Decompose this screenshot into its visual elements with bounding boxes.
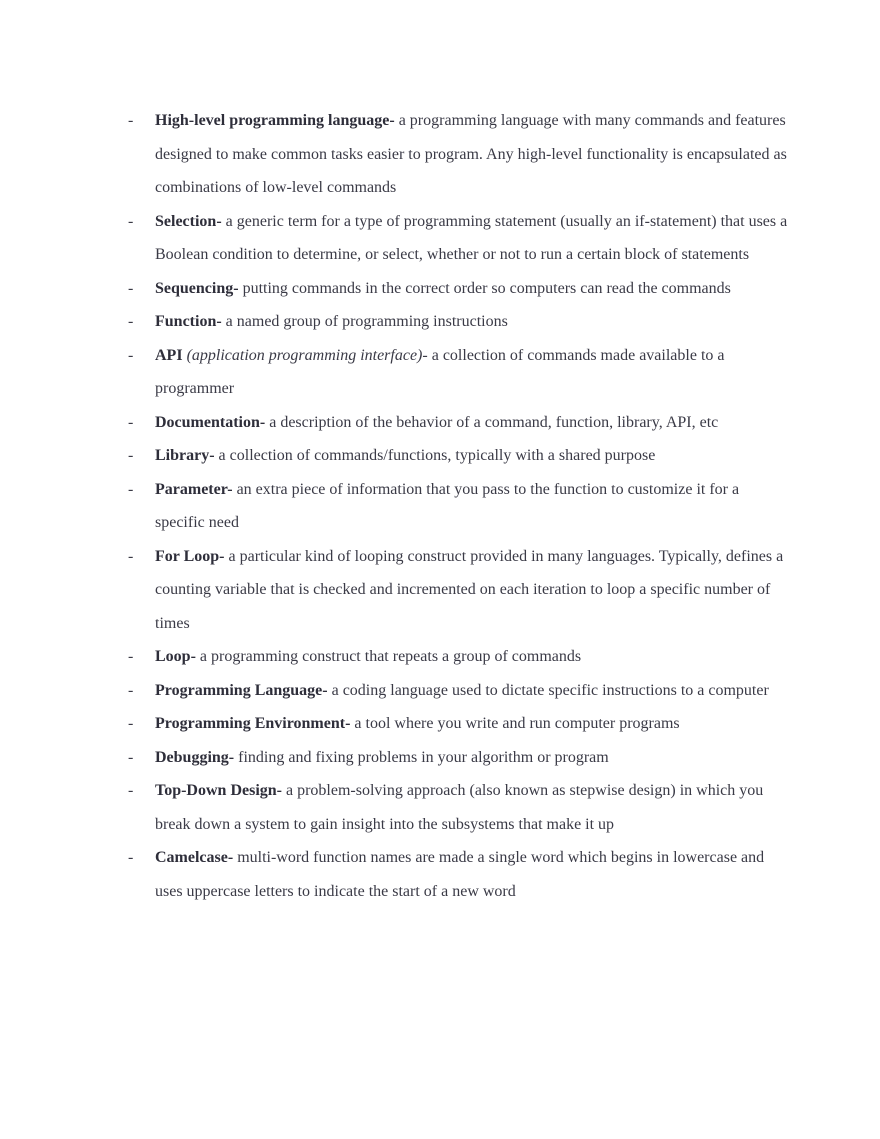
glossary-list [128, 104, 788, 908]
entry-text [155, 741, 788, 775]
entry-definition: a generic term for a type of programming statement (usually an if-statement) that uses a Boolean condition to determine, or select, whether or not to run a certain block of statements [155, 212, 788, 263]
entry-definition: a collection of commands made available to a programmer [155, 346, 725, 397]
glossary-entry [128, 272, 788, 306]
bullet-dash: - [128, 648, 134, 665]
entry-term: Programming Environment- [155, 715, 351, 732]
glossary-entry [128, 406, 788, 440]
glossary-entry [128, 540, 788, 641]
entry-term: Documentation- [155, 413, 266, 431]
entry-term: API [155, 346, 183, 364]
glossary-entry [128, 707, 788, 741]
glossary-entry [128, 841, 788, 908]
entry-text [155, 540, 788, 641]
entry-term: Debugging- [155, 748, 235, 766]
entry-definition: finding and fixing problems in your algorithm or program [238, 748, 609, 766]
bullet-dash: - [128, 480, 134, 498]
entry-term: High-level programming language- [155, 112, 395, 129]
bullet-dash: - [128, 279, 134, 297]
entry-term: For Loop- [155, 547, 225, 565]
entry-term: Function- [155, 313, 222, 330]
entry-term: Selection- [155, 212, 222, 230]
glossary-entry [128, 473, 788, 540]
bullet-dash: - [128, 112, 134, 129]
glossary-entry [128, 774, 788, 841]
entry-text [155, 640, 788, 674]
glossary-entry [128, 640, 788, 674]
entry-definition: a named group of programming instructions [225, 313, 508, 330]
entry-definition: an extra piece of information that you pass to the function to customize it for a specific need [155, 480, 740, 531]
entry-text [155, 707, 788, 741]
bullet-dash: - [128, 849, 134, 866]
bullet-dash: - [128, 547, 134, 565]
bullet-dash: - [128, 346, 134, 364]
entry-term: Sequencing- [155, 279, 239, 297]
entry-term: Loop- [155, 648, 196, 665]
entry-term: Parameter- [155, 480, 233, 498]
glossary-entry [128, 439, 788, 473]
entry-definition: a collection of commands/functions, typically with a shared purpose [218, 447, 656, 464]
entry-definition: putting commands in the correct order so computers can read the commands [242, 279, 731, 297]
entry-definition: a programming language with many commands and features designed to make common tasks easier to program. Any high-level functionality is encapsulated as combinations of low-level commands [155, 112, 787, 196]
entry-term: Library- [155, 447, 215, 464]
entry-expansion: (application programming interface)- [186, 346, 428, 364]
entry-text [155, 305, 788, 339]
entry-text [155, 774, 788, 841]
entry-text [155, 104, 788, 205]
bullet-dash: - [128, 715, 134, 732]
entry-text [155, 473, 788, 540]
entry-term: Programming Language- [155, 681, 328, 699]
glossary-entry [128, 104, 788, 205]
entry-definition: a tool where you write and run computer programs [354, 715, 680, 732]
glossary-entry [128, 305, 788, 339]
glossary-entry [128, 205, 788, 272]
entry-definition: multi-word function names are made a single word which begins in lowercase and uses uppercase letters to indicate the start of a new word [155, 849, 765, 900]
entry-definition: a description of the behavior of a command, function, library, API, etc [269, 413, 719, 431]
glossary-entry [128, 339, 788, 406]
entry-term: Camelcase- [155, 849, 234, 866]
entry-text [155, 205, 788, 272]
entry-definition: a programming construct that repeats a group of commands [199, 648, 582, 665]
entry-definition: a coding language used to dictate specific instructions to a computer [331, 681, 769, 699]
bullet-dash: - [128, 212, 134, 230]
bullet-dash: - [128, 681, 134, 699]
entry-term: Top-Down Design- [155, 782, 282, 799]
glossary-entry [128, 741, 788, 775]
entry-text [155, 674, 788, 708]
entry-definition: a particular kind of looping construct provided in many languages. Typically, defines a counting variable that is checked and incremented on each iteration to loop a specific number of times [155, 547, 784, 632]
entry-text [155, 339, 788, 406]
entry-text [155, 841, 788, 908]
entry-definition: a problem-solving approach (also known as stepwise design) in which you break down a system to gain insight into the subsystems that make it up [155, 782, 764, 833]
bullet-dash: - [128, 782, 134, 799]
bullet-dash: - [128, 748, 134, 766]
bullet-dash: - [128, 413, 134, 431]
glossary-entry [128, 674, 788, 708]
bullet-dash: - [128, 313, 134, 330]
bullet-dash: - [128, 447, 134, 464]
entry-text [155, 406, 788, 440]
entry-text [155, 439, 788, 473]
entry-text [155, 272, 788, 306]
